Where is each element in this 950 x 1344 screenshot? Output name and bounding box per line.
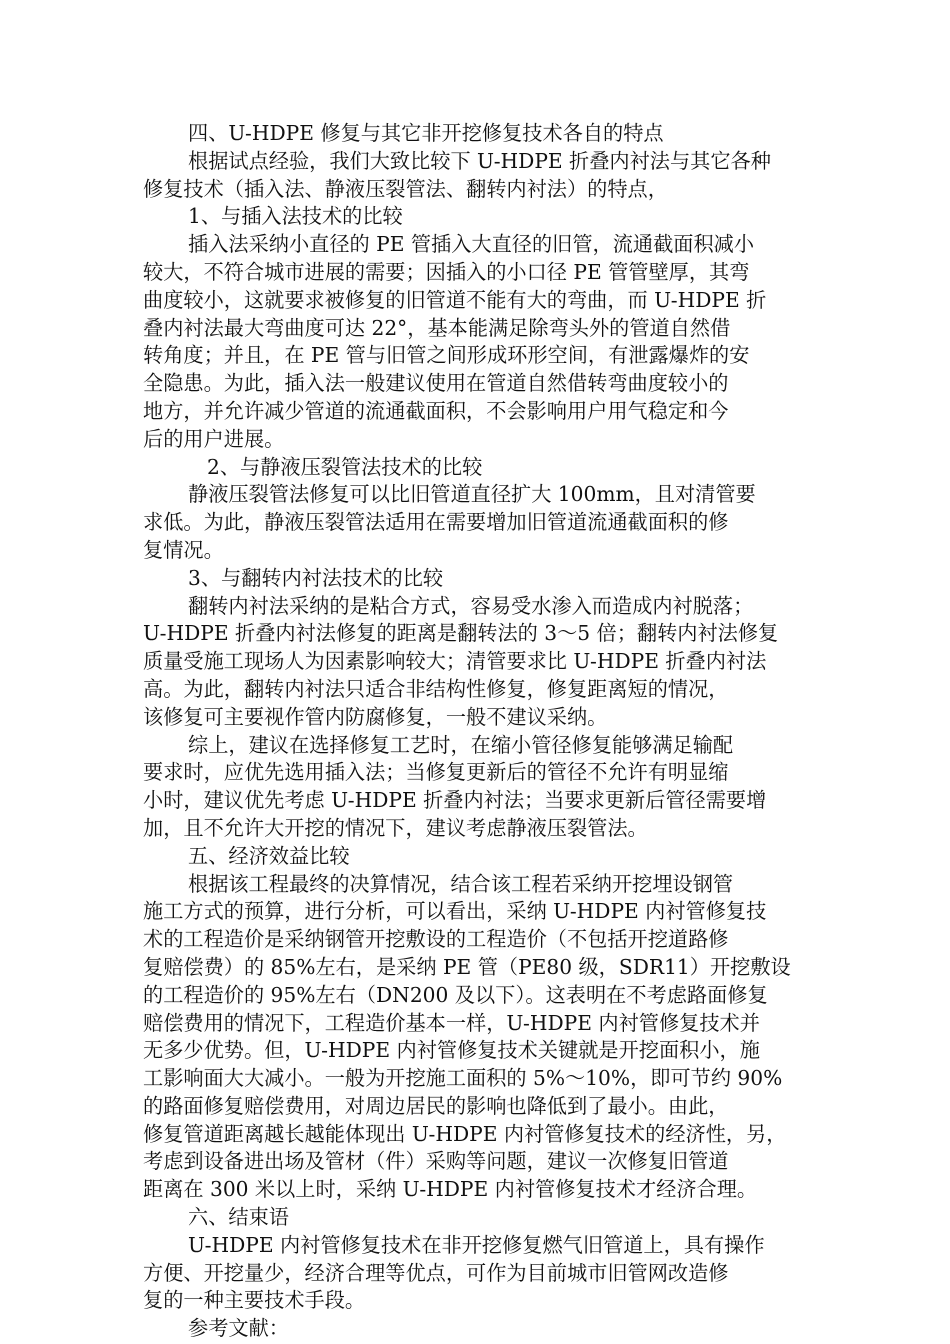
paragraph-line: 的工程造价的 95%左右（DN200 及以下）。这表明在不考虑路面修复 [143, 982, 768, 1007]
paragraph-line: 地方，并允许减少管道的流通截面积，不会影响用户用气稳定和今 [143, 398, 729, 423]
paragraph-line: 修复管道距离越长越能体现出 U-HDPE 内衬管修复技术的经济性，另， [143, 1121, 787, 1146]
paragraph-line: 该修复可主要视作管内防腐修复，一般不建议采纳。 [143, 704, 608, 729]
paragraph-line: 要求时，应优先选用插入法；当修复更新后的管径不允许有明显缩 [143, 760, 729, 785]
subsection-heading: 2、与静液压裂管法技术的比较 [207, 454, 483, 479]
paragraph-line: 施工方式的预算，进行分析，可以看出，采纳 U-HDPE 内衬管修复技 [143, 899, 767, 924]
paragraph-line: 术的工程造价是采纳钢管开挖敷设的工程造价（不包括开挖道路修 [143, 927, 729, 952]
paragraph-line: 无多少优势。但，U-HDPE 内衬管修复技术关键就是开挖面积小，施 [143, 1038, 760, 1063]
paragraph-line: U-HDPE 内衬管修复技术在非开挖修复燃气旧管道上，具有操作 [188, 1232, 765, 1257]
paragraph-line: 距离在 300 米以上时，采纳 U-HDPE 内衬管修复技术才经济合理。 [143, 1177, 758, 1202]
section-heading: 四、U-HDPE 修复与其它非开挖修复技术各自的特点 [188, 121, 664, 145]
paragraph-line: 复的一种主要技术手段。 [143, 1288, 366, 1313]
paragraph-line: U-HDPE 折叠内衬法修复的距离是翻转法的 3～5 倍；翻转内衬法修复 [143, 621, 779, 646]
subsection-heading: 1、与插入法技术的比较 [188, 204, 403, 229]
paragraph-line: 综上，建议在选择修复工艺时，在缩小管径修复能够满足输配 [188, 732, 734, 757]
paragraph-line: 工影响面大大减小。一般为开挖施工面积的 5%～10%，即可节约 90% [143, 1066, 783, 1091]
paragraph-line: 的路面修复赔偿费用，对周边居民的影响也降低到了最小。由此， [143, 1093, 729, 1118]
document-body [143, 120, 813, 1343]
paragraph-line: 加，且不允许大开挖的情况下，建议考虑静液压裂管法。 [143, 815, 648, 840]
paragraph-line: 复情况。 [143, 537, 224, 562]
section-heading: 六、结束语 [188, 1205, 289, 1230]
paragraph-line: 高。为此，翻转内衬法只适合非结构性修复，修复距离短的情况， [143, 676, 729, 701]
paragraph-line: 全隐患。为此，插入法一般建议使用在管道自然借转弯曲度较小的 [143, 371, 729, 396]
paragraph-line: 转角度；并且，在 PE 管与旧管之间形成环形空间，有泄露爆炸的安 [143, 343, 750, 368]
section-heading: 五、经济效益比较 [188, 843, 350, 868]
paragraph-line: 质量受施工现场人为因素影响较大；清管要求比 U-HDPE 折叠内衬法 [143, 649, 767, 674]
paragraph-line: 小时，建议优先考虑 U-HDPE 折叠内衬法；当要求更新后管径需要增 [143, 788, 767, 813]
paragraph-line: 方便、开挖量少，经济合理等优点，可作为目前城市旧管网改造修 [143, 1260, 729, 1285]
paragraph-line: 静液压裂管法修复可以比旧管道直径扩大 100mm，且对清管要 [188, 482, 756, 507]
paragraph-line: 后的用户进展。 [143, 426, 285, 451]
paragraph-line: 根据该工程最终的决算情况，结合该工程若采纳开挖埋设钢管 [188, 871, 734, 896]
paragraph-line: 修复技术（插入法、静液压裂管法、翻转内衬法）的特点， [143, 176, 668, 201]
paragraph-line: 考虑到设备进出场及管材（件）采购等问题，建议一次修复旧管道 [143, 1149, 729, 1174]
subsection-heading: 3、与翻转内衬法技术的比较 [188, 565, 444, 590]
paragraph-line: 较大，不符合城市进展的需要；因插入的小口径 PE 管管壁厚，其弯 [143, 259, 750, 284]
paragraph-line: 求低。为此，静液压裂管法适用在需要增加旧管道流通截面积的修 [143, 510, 729, 535]
paragraph-line: 叠内衬法最大弯曲度可达 22°，基本能满足除弯头外的管道自然借 [143, 315, 731, 340]
paragraph-line: 根据试点经验，我们大致比较下 U-HDPE 折叠内衬法与其它各种 [188, 148, 771, 173]
paragraph-line: 曲度较小，这就要求被修复的旧管道不能有大的弯曲，而 U-HDPE 折 [143, 287, 767, 312]
paragraph-line: 复赔偿费）的 85%左右，是采纳 PE 管（PE80 级，SDR11）开挖敷设 [143, 954, 791, 979]
paragraph-line: 翻转内衬法采纳的是粘合方式，容易受水渗入而造成内衬脱落； [188, 593, 754, 618]
paragraph-line: 插入法采纳小直径的 PE 管插入大直径的旧管，流通截面积减小 [188, 232, 755, 257]
paragraph-line: 赔偿费用的情况下，工程造价基本一样，U-HDPE 内衬管修复技术并 [143, 1010, 760, 1035]
references-heading: 参考文献： [188, 1316, 289, 1341]
